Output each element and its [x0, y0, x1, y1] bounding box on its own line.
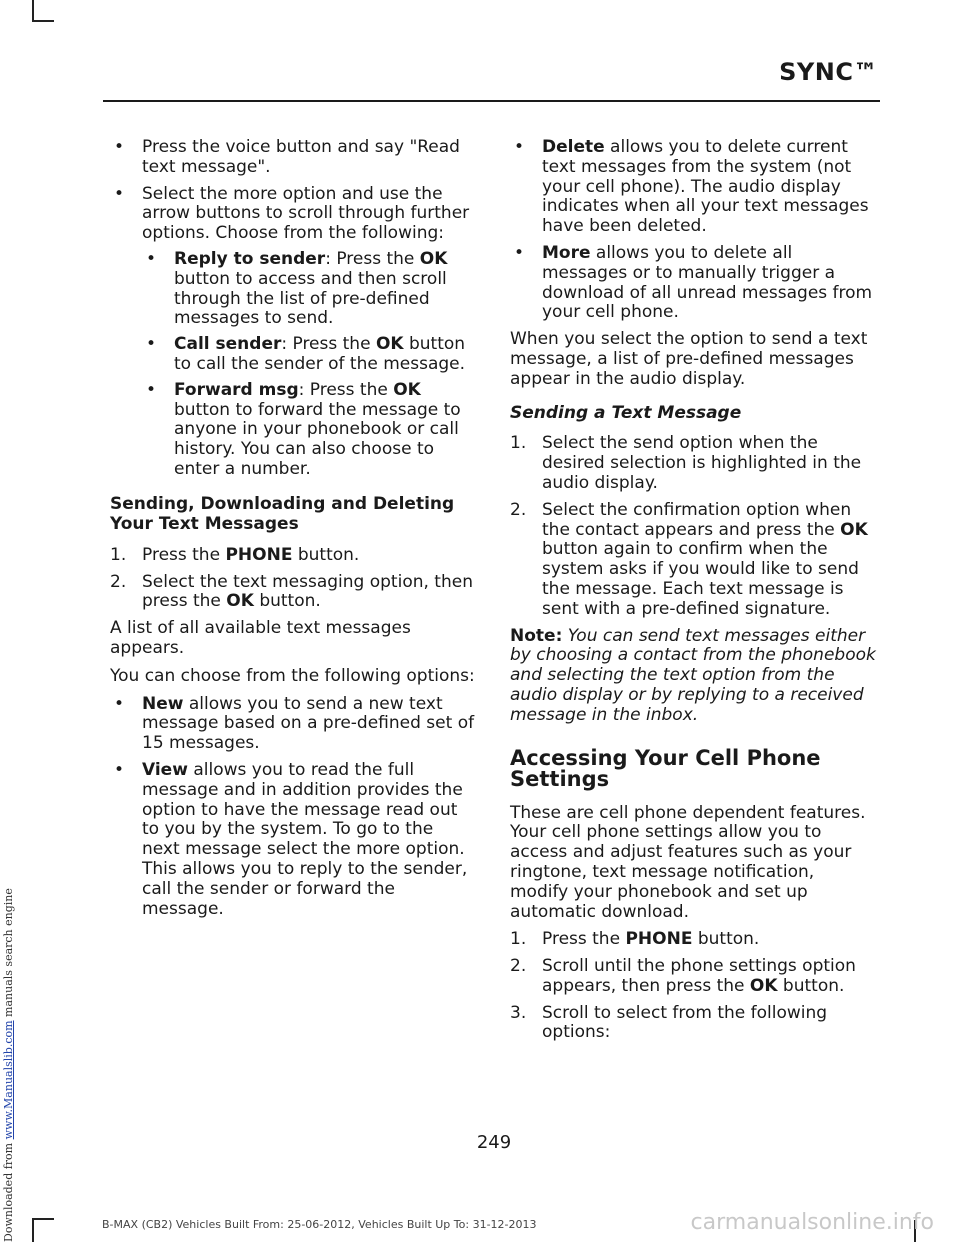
sub-list-item	[142, 381, 476, 480]
step-text: button again to confirm when the system asks if you would like to send the message. Each text message is sent with a pre-defined signature.	[542, 539, 859, 619]
download-suffix: manuals search engine	[2, 888, 15, 1021]
crop-mark-bottom-left-vertical	[32, 1218, 34, 1242]
note-label: Note:	[510, 625, 563, 646]
step-item	[110, 546, 476, 566]
option-text: button to forward the message to anyone in your phonebook or call history. You can also choose to enter a number.	[174, 399, 461, 479]
option-term: More	[542, 242, 591, 263]
section-heading: Accessing Your Cell Phone Settings	[510, 745, 821, 791]
step-text: Select the send option when the desired selection is highlighted in the audio display.	[542, 433, 862, 493]
crop-mark-bottom-left-horizontal	[32, 1218, 54, 1220]
bullet-marker: •	[114, 759, 125, 780]
sub-heading: Sending a Text Message	[510, 402, 742, 423]
step-text: Select the confirmation option when the contact appears and press the	[542, 499, 852, 540]
list-item	[510, 138, 876, 237]
step-number: 1.	[110, 544, 127, 565]
step-text: Select the text messaging option, then press the	[142, 571, 473, 612]
option-text: allows you to delete all messages or to manually trigger a download of all unread messages from your cell phone.	[542, 242, 873, 323]
option-term: New	[142, 693, 184, 714]
bullet-marker: •	[114, 693, 125, 714]
download-prefix: Downloaded from	[2, 1139, 15, 1242]
note	[510, 627, 876, 726]
step-item	[510, 1004, 876, 1044]
header-rule	[103, 100, 880, 102]
step-text: button.	[777, 975, 845, 996]
bullet-marker: •	[146, 248, 157, 269]
option-text: : Press the	[281, 334, 376, 355]
download-source-label	[2, 888, 15, 1242]
option-text: allows you to delete current text messages from the system (not your cell phone). The audio display indicates when all your text messages have been deleted.	[542, 137, 869, 237]
key-label: OK	[226, 591, 254, 612]
list-item-text: Press the voice button and say "Read text message".	[142, 137, 460, 177]
step-text: Press the	[542, 929, 626, 950]
option-term: View	[142, 759, 188, 780]
option-text: : Press the	[325, 248, 420, 269]
step-text: Press the	[142, 544, 226, 565]
paragraph: You can choose from the following options:	[110, 665, 475, 686]
option-text: button to call the sender of the message.	[174, 334, 466, 374]
crop-mark-top-left-vertical	[32, 0, 34, 22]
manualslib-link[interactable]: www.Manualslib.com	[2, 1020, 15, 1140]
list-item-text: Select the more option and use the arrow buttons to scroll through further options. Choose from the following:	[142, 183, 470, 244]
list-item	[110, 761, 476, 919]
option-term: Delete	[542, 137, 605, 157]
sub-list	[142, 250, 476, 480]
bullet-marker: •	[146, 379, 157, 400]
bullet-marker: •	[146, 334, 157, 355]
list-item	[510, 244, 876, 323]
page-header-title: SYNC™	[779, 58, 878, 86]
crop-mark-top-left-horizontal	[32, 20, 54, 22]
note-text: You can send text messages either by choosing a contact from the phonebook and selecting the text option from the audio display or by replying to a received message in the inbox.	[510, 625, 876, 725]
key-label: OK	[419, 248, 448, 269]
option-text: button to access and then scroll through the list of pre-defined messages to send.	[174, 268, 447, 329]
step-item	[510, 957, 876, 997]
option-term: Reply to sender	[174, 248, 326, 269]
option-text: allows you to read the full message and in addition provides the option to have the message read out to you by the system. To go to the next message select the more option. This allows you to reply to the sender, call the sender or forward the message.	[142, 759, 468, 919]
option-term: Call sender	[174, 334, 282, 355]
section-heading: Sending, Downloading and Deleting Your Text Messages	[110, 493, 455, 534]
paragraph: These are cell phone dependent features. Your cell phone settings allow you to access and adjust features such as your ringtone, text message notification, modify your phonebook and set up automatic download.	[510, 802, 866, 922]
key-label: PHONE	[625, 929, 693, 950]
step-item	[510, 930, 876, 950]
step-text: Scroll until the phone settings option appears, then press the	[542, 956, 856, 996]
key-label: PHONE	[225, 544, 293, 565]
paragraph: A list of all available text messages appears.	[110, 618, 411, 658]
step-text: button.	[253, 591, 321, 612]
list-item	[110, 138, 476, 178]
key-label: OK	[393, 379, 421, 400]
key-label: OK	[840, 519, 868, 540]
step-text: button.	[692, 929, 760, 950]
bullet-marker: •	[514, 137, 525, 157]
option-text: : Press the	[298, 379, 394, 400]
option-text: allows you to send a new text message based on a pre-defined set of 15 messages.	[142, 693, 475, 754]
key-label: OK	[749, 975, 778, 996]
step-number: 2.	[510, 499, 527, 520]
bullet-marker: •	[114, 137, 125, 157]
model-line: B-MAX (CB2) Vehicles Built From: 25-06-2012, Vehicles Built Up To: 31-12-2013	[102, 1218, 537, 1231]
step-item	[510, 501, 876, 620]
step-number: 3.	[510, 1002, 527, 1023]
step-number: 1.	[510, 433, 527, 454]
left-column	[110, 138, 476, 926]
option-term: Forward msg	[174, 379, 299, 400]
step-item	[110, 573, 476, 613]
list-item	[110, 695, 476, 754]
bullet-marker: •	[114, 183, 125, 204]
step-number: 2.	[110, 571, 127, 592]
sub-list-item	[142, 250, 476, 329]
paragraph: When you select the option to send a text message, a list of pre-defined messages appear in the audio display.	[510, 329, 868, 389]
key-label: OK	[375, 334, 404, 355]
watermark-logo: carmanualsonline.info	[690, 1210, 934, 1235]
step-text: button.	[292, 544, 360, 565]
step-number: 2.	[510, 956, 527, 977]
right-column	[510, 138, 876, 1050]
step-item	[510, 434, 876, 493]
page-number: 249	[476, 1132, 512, 1153]
step-number: 1.	[510, 929, 527, 950]
bullet-marker: •	[514, 242, 525, 263]
step-text: Scroll to select from the following options:	[542, 1002, 828, 1043]
sub-list-item	[142, 335, 476, 375]
list-item	[110, 185, 476, 480]
download-source-text	[2, 888, 15, 1242]
